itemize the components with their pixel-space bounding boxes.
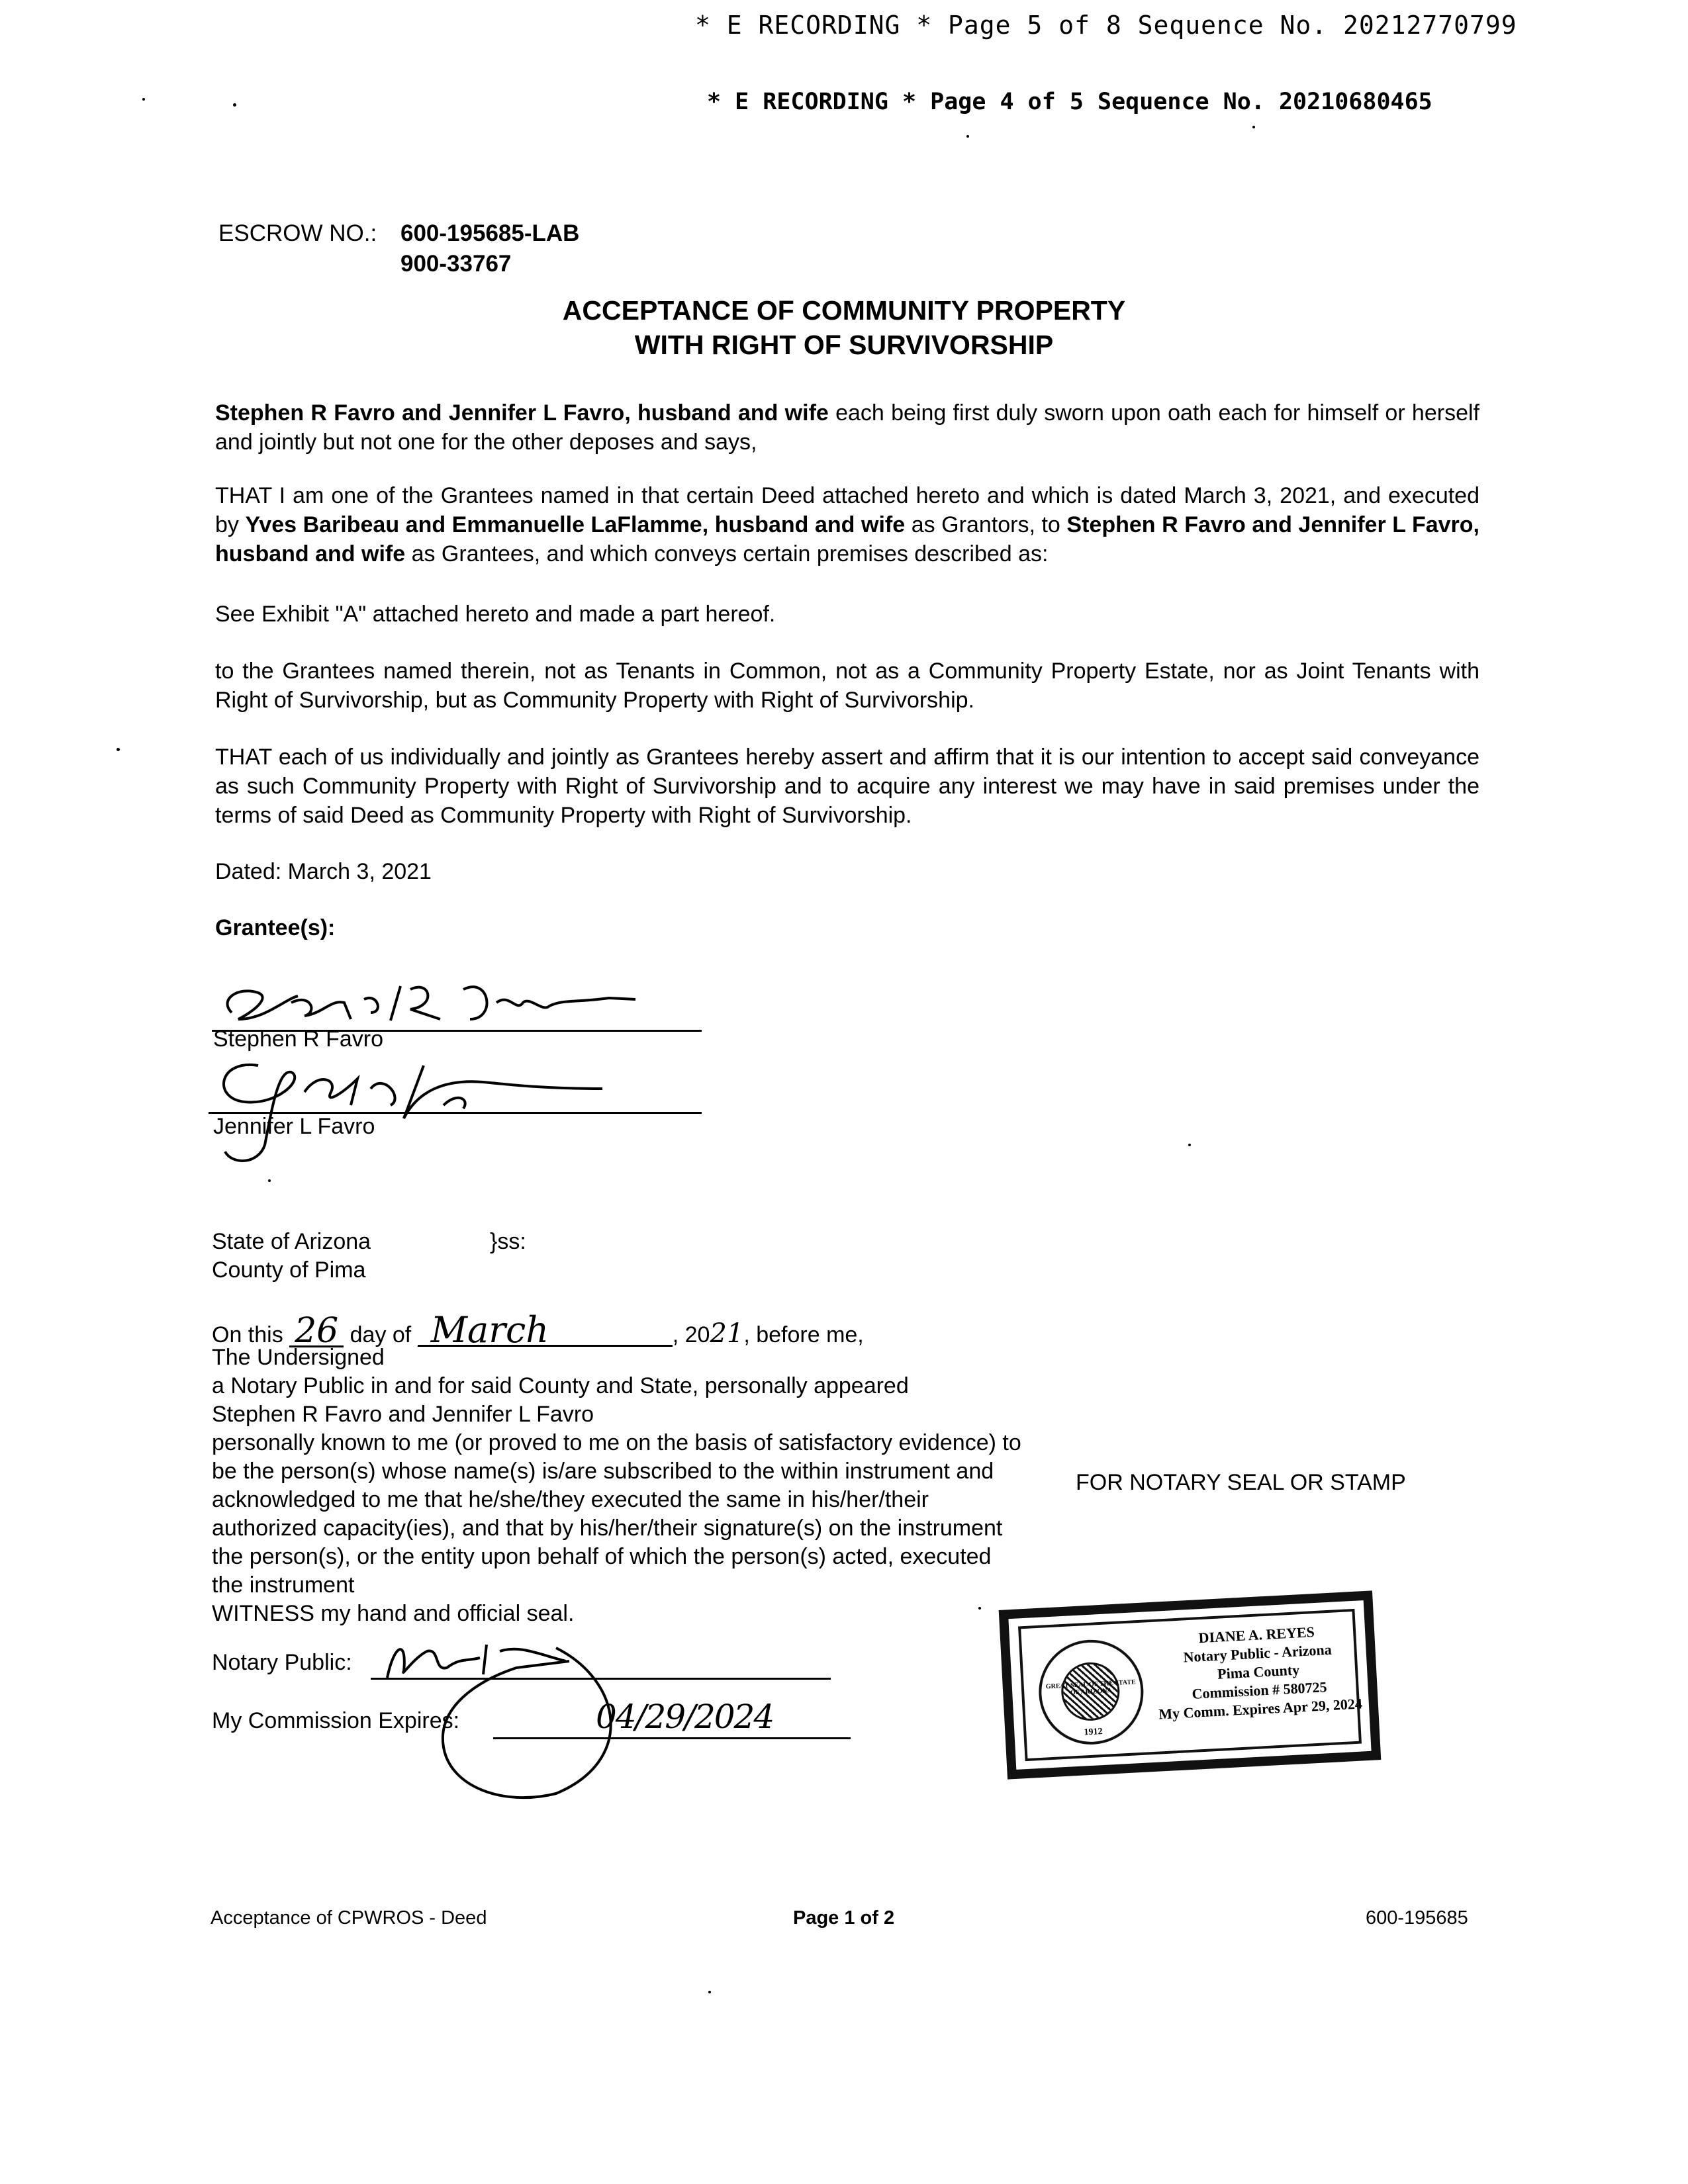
paragraph-affirmation: THAT each of us individually and jointly as Grantees hereby assert and affirm that it is our intention to accept said conveyance as such Community Property with Right of Survivorship and to acquire any interest we may have in said premises under the terms of said Deed as Community Property with Right of Survivorship. bbox=[215, 745, 1479, 828]
paragraph-text: as Grantees, and which conveys certain premises described as: bbox=[405, 541, 1049, 567]
year-prefix: , 20 bbox=[672, 1322, 710, 1347]
signer-name-stephen: Stephen R Favro bbox=[213, 1026, 384, 1052]
signer-name-jennifer: Jennifer L Favro bbox=[213, 1114, 375, 1139]
on-this-label: On this bbox=[212, 1322, 283, 1347]
title-line-1: ACCEPTANCE OF COMMUNITY PROPERTY bbox=[562, 295, 1126, 326]
notary-commission-number: Commission # 580725 bbox=[1191, 1678, 1328, 1702]
commission-label: My Commission Expires: bbox=[212, 1708, 460, 1733]
notary-public-label: Notary Public: bbox=[212, 1650, 352, 1675]
scan-speck bbox=[1252, 126, 1255, 128]
before-me-label: , before me, bbox=[743, 1322, 864, 1347]
footer-escrow-number: 600-195685 bbox=[1366, 1907, 1468, 1929]
notary-statement-body: personally known to me (or proved to me on the basis of satisfactory evidence) to be the person(s) whose name(s) is/are subscribed to the within instrument and acknowledged to me that he/she/they executed the same in his/her/their authorized capacity(ies), and that by his/her/their signature(s) on the instrument the person(s), or the entity upon behalf of which the person(s) acted, executed the instrument bbox=[212, 1430, 1021, 1598]
seal-year: 1912 bbox=[1084, 1727, 1103, 1738]
month-value: March bbox=[418, 1316, 673, 1347]
seal-placeholder-label: FOR NOTARY SEAL OR STAMP bbox=[1076, 1470, 1406, 1495]
notary-appearing-names: Stephen R Favro and Jennifer L Favro bbox=[212, 1402, 594, 1427]
venue-county: County of Pima bbox=[212, 1257, 366, 1283]
dated-line: Dated: March 3, 2021 bbox=[215, 859, 432, 884]
paragraph-text: THAT I am one of the Grantees named in that certain Deed attached hereto and which is dated March 3, 2021, and executed by bbox=[215, 483, 1479, 537]
title-line-2: WITH RIGHT OF SURVIVORSHIP bbox=[634, 330, 1054, 360]
footer-page-number: Page 1 of 2 bbox=[793, 1907, 895, 1929]
day-value: 26 bbox=[289, 1316, 344, 1347]
notary-commission-expiry: My Comm. Expires Apr 29, 2024 bbox=[1158, 1695, 1363, 1723]
scan-speck bbox=[142, 98, 145, 101]
scan-speck bbox=[708, 1991, 711, 1993]
year-value: 21 bbox=[710, 1318, 744, 1349]
paragraph-exhibit: See Exhibit "A" attached hereto and made a part hereof. bbox=[215, 602, 776, 627]
grantee-names: Stephen R Favro and Jennifer L Favro, husband and wife bbox=[215, 400, 829, 426]
seal-ring-text: GREAT SEAL OF THE STATE OF ARIZONA bbox=[1045, 1678, 1136, 1697]
notary-acknowledgment bbox=[212, 1343, 1033, 1628]
undersigned-line: The Undersigned bbox=[212, 1345, 385, 1370]
notary-name: DIANE A. REYES bbox=[1197, 1623, 1315, 1647]
notary-stamp-border bbox=[1018, 1609, 1362, 1761]
recording-header-1: * E RECORDING * Page 5 of 8 Sequence No. 20212770799 bbox=[695, 11, 1517, 40]
notary-title: Notary Public - Arizona bbox=[1182, 1641, 1333, 1666]
escrow-number: 600-195685-LAB bbox=[400, 220, 580, 246]
scan-speck bbox=[1188, 1144, 1191, 1146]
recording-header-2: * E RECORDING * Page 4 of 5 Sequence No. 20210680465 bbox=[707, 89, 1432, 115]
paragraph-text: as Grantors, to bbox=[905, 512, 1067, 537]
signature-stephen-scribble bbox=[212, 973, 702, 1031]
commission-expiry-value: 04/29/2024 bbox=[596, 1698, 774, 1736]
paragraph-deponents bbox=[215, 398, 1479, 457]
paragraph-tenancy: to the Grantees named therein, not as Tenants in Common, not as a Community Property Estate, nor as Joint Tenants with Right of Survivorship, but as Community Property with Right of Survivorship. bbox=[215, 659, 1479, 713]
grantee-names: Stephen R Favro and Jennifer L Favro, husband and wife bbox=[215, 512, 1480, 567]
footer-document-name: Acceptance of CPWROS - Deed bbox=[211, 1907, 487, 1929]
witness-line: WITNESS my hand and official seal. bbox=[212, 1601, 575, 1626]
paragraph-deed bbox=[215, 481, 1479, 569]
venue-state: State of Arizona bbox=[212, 1229, 371, 1254]
notary-statement: a Notary Public in and for said County and State, personally appeared bbox=[212, 1373, 909, 1398]
arizona-state-seal-icon bbox=[1036, 1637, 1146, 1747]
paragraph-text: each being first duly sworn upon oath each for himself or herself and jointly but not one for the other deposes and says, bbox=[215, 400, 1479, 455]
escrow-block bbox=[218, 218, 580, 277]
scan-speck bbox=[117, 748, 120, 751]
document-title bbox=[0, 293, 1688, 362]
grantor-names: Yves Baribeau and Emmanuelle LaFlamme, husband and wife bbox=[245, 512, 906, 537]
escrow-label: ESCROW NO.: bbox=[218, 220, 377, 246]
day-of-label: day of bbox=[350, 1322, 412, 1347]
notary-stamp-text bbox=[1150, 1620, 1367, 1724]
scan-speck bbox=[966, 135, 969, 138]
grantees-label: Grantee(s): bbox=[215, 915, 336, 940]
signature-jennifer bbox=[205, 1052, 702, 1112]
notary-stamp bbox=[999, 1590, 1382, 1779]
notary-county: Pima County bbox=[1217, 1661, 1300, 1682]
signature-stephen bbox=[212, 973, 702, 1031]
scan-speck bbox=[233, 103, 236, 107]
venue-ss: }ss: bbox=[490, 1229, 526, 1254]
escrow-number-secondary: 900-33767 bbox=[400, 251, 512, 277]
notary-signature-loop bbox=[424, 1641, 635, 1807]
